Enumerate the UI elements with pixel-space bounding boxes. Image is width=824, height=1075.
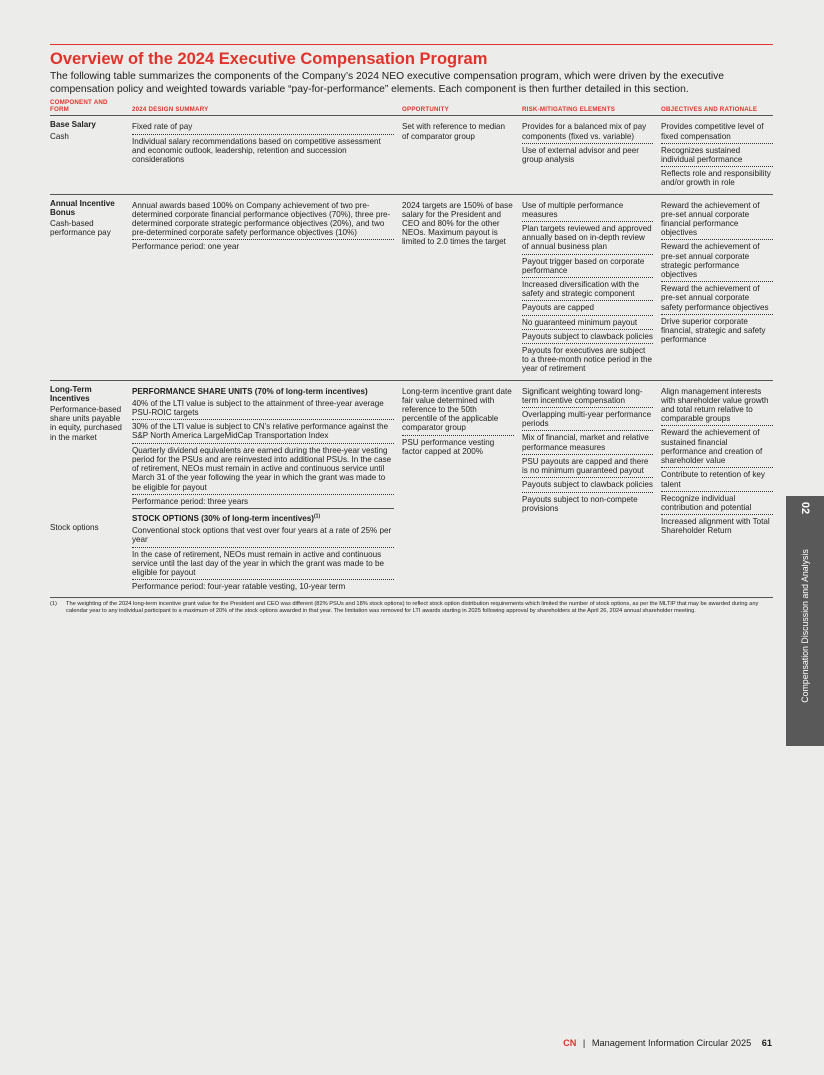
- list-item: Reward the achievement of sustained financial performance and creation of shareholder value: [661, 426, 773, 468]
- list-item: Increased alignment with Total Shareholder Return: [661, 517, 770, 536]
- list-item: Recognizes sustained individual performance: [661, 144, 773, 167]
- component-form: Cash-based performance pay: [50, 219, 111, 238]
- list-item: Reward the achievement of pre-set annual corporate financial performance objectives: [661, 199, 773, 241]
- page-title: Overview of the 2024 Executive Compensation Program: [50, 50, 488, 68]
- aib-opportunity: [402, 195, 522, 381]
- base-salary-opportunity: [402, 116, 522, 194]
- list-item: 2024 targets are 150% of base salary for the President and CEO and 80% for the other NEOs. Maximum payout is limited to 2.0 times the target: [402, 200, 513, 247]
- base-salary-objectives: [661, 116, 773, 194]
- aib-component: [50, 195, 132, 381]
- list-item: No guaranteed minimum payout: [522, 316, 653, 330]
- section-label: Compensation Discussion and Analysis: [800, 549, 810, 703]
- top-rule: [50, 44, 773, 45]
- list-item: Quarterly dividend equivalents are earned during the three-year vesting period for the PSUs and are reinvested into additional PSUs. In the case of retirement, NEOs must remain in active and continuous service until March 31 of the year following the year in which the grant was made to be eligible for payout: [132, 444, 394, 495]
- document-body: [50, 44, 773, 615]
- base-salary-risk: [522, 116, 661, 194]
- list-item: Performance period: three years: [132, 495, 394, 509]
- list-item: Set with reference to median of comparator group: [402, 122, 506, 141]
- stock-options-label: Stock options: [50, 522, 99, 532]
- base-salary-design: [132, 116, 402, 194]
- footnote-marker: (1): [314, 513, 321, 520]
- list-item: Reflects role and responsibility and/or growth in role: [661, 169, 771, 188]
- footnote-number: (1): [50, 601, 57, 608]
- footnote-text: The weighting of the 2024 long-term incentive grant value for the President and CEO was different (82% PSUs and 18% stock options) to reflect stock option distribution requirements which limited the number of stock options, as per the MLTIP that may be awarded during any calendar year to any individual participant to a maximum of 20% of the stock options awarded in that year. The limitation was removed for LTI awards starting in 2025 following approval by shareholders at the April 26, 2024 annual shareholder meeting.: [66, 601, 759, 615]
- header-design: 2024 DESIGN SUMMARY: [132, 99, 402, 116]
- lti-component: [50, 381, 132, 599]
- list-item: Performance period: one year: [132, 242, 240, 252]
- list-item: 30% of the LTI value is subject to CN’s relative performance against the S&P North America LargeMidCap Transportation Index: [132, 420, 394, 443]
- list-item: Payouts are capped: [522, 301, 653, 315]
- header-opportunity: OPPORTUNITY: [402, 99, 522, 116]
- list-item: Long-term incentive grant date fair value determined with reference to the 50th percentile of the applicable comparator group: [402, 385, 514, 436]
- list-item: Annual awards based 100% on Company achievement of two pre-determined corporate financial performance objectives (70%), three pre-determined corporate strategic performance objectives (20%), and two pre-determined corporate safety performance objectives (10%): [132, 199, 394, 241]
- list-item: 40% of the LTI value is subject to the attainment of three-year average PSU-ROIC targets: [132, 397, 394, 420]
- list-item: Use of external advisor and peer group analysis: [522, 145, 639, 165]
- so-heading-row: [132, 509, 394, 524]
- component-name: Base Salary: [50, 120, 96, 130]
- list-item: Payouts for executives are subject to a three-month notice period in the year of retirement: [522, 346, 653, 374]
- aib-design: [132, 195, 402, 381]
- section-side-tab: [786, 496, 824, 746]
- list-item: Drive superior corporate financial, strategic and safety performance: [661, 316, 766, 345]
- list-item: Significant weighting toward long-term incentive compensation: [522, 385, 653, 408]
- list-item: Plan targets reviewed and approved annually based on in-depth review of annual business plan: [522, 222, 653, 255]
- psu-heading: PERFORMANCE SHARE UNITS (70% of long-term incentives): [132, 386, 368, 396]
- aib-objectives: [661, 195, 773, 381]
- list-item: Overlapping multi-year performance periods: [522, 408, 653, 431]
- list-item: Individual salary recommendations based on competitive assessment and economic outlook, leadership, retention and succession considerations: [132, 136, 381, 165]
- footnote: [50, 601, 773, 615]
- aib-risk: [522, 195, 661, 381]
- list-item: PSU performance vesting factor capped at 200%: [402, 437, 495, 456]
- list-item: Recognize individual contribution and potential: [661, 492, 773, 515]
- lti-design: [132, 381, 402, 599]
- intro-paragraph: The following table summarizes the components of the Company’s 2024 NEO executive compensation program, which were driven by the executive compensation policy and weighted towards variable “pay-for-performance” elements. Each component is then further detailed in this section.: [50, 71, 725, 95]
- list-item: Fixed rate of pay: [132, 120, 394, 134]
- header-component: COMPONENT AND FORM: [50, 99, 132, 116]
- list-item: Provides for a balanced mix of pay components (fixed vs. variable): [522, 120, 653, 143]
- list-item: Align management interests with shareholder value growth and total return relative to comparable groups: [661, 385, 773, 427]
- component-name: Annual Incentive Bonus: [50, 198, 115, 217]
- list-item: Payouts subject to clawback policies: [522, 330, 653, 344]
- header-risk: RISK-MITIGATING ELEMENTS: [522, 99, 661, 116]
- list-item: Contribute to retention of key talent: [661, 468, 773, 491]
- component-name: Long-Term Incentives: [50, 384, 92, 403]
- footer-separator: |: [582, 1038, 586, 1048]
- header-objectives: OBJECTIVES AND RATIONALE: [661, 99, 773, 116]
- page-number: 61: [761, 1038, 772, 1048]
- so-heading: STOCK OPTIONS (30% of long-term incentives): [132, 513, 314, 523]
- lti-opportunity: [402, 381, 522, 599]
- list-item: Use of multiple performance measures: [522, 199, 653, 222]
- list-item: Performance period: four-year ratable vesting, 10-year term: [132, 582, 346, 592]
- lti-risk: [522, 381, 661, 599]
- component-form: Performance-based share units payable in equity, purchased in the market: [50, 405, 122, 442]
- list-item: PSU payouts are capped and there is no minimum guaranteed payout: [522, 455, 653, 478]
- list-item: Reward the achievement of pre-set annual corporate strategic performance objectives: [661, 240, 773, 282]
- list-item: Payouts subject to clawback policies: [522, 478, 653, 492]
- base-salary-component: [50, 116, 132, 194]
- list-item: Conventional stock options that vest over four years at a rate of 25% per year: [132, 524, 394, 547]
- lti-objectives: [661, 381, 773, 599]
- compensation-table: [50, 99, 773, 598]
- list-item: Mix of financial, market and relative performance measures: [522, 431, 653, 454]
- page-footer: [563, 1038, 772, 1048]
- list-item: Payout trigger based on corporate performance: [522, 255, 653, 278]
- component-form: Cash: [50, 131, 69, 141]
- document-name: Management Information Circular 2025: [591, 1038, 752, 1048]
- list-item: Payouts subject to non-compete provisions: [522, 494, 638, 513]
- list-item: Reward the achievement of pre-set annual corporate safety performance objectives: [661, 282, 773, 315]
- list-item: Provides competitive level of fixed compensation: [661, 120, 773, 143]
- brand-logo-text: CN: [563, 1038, 577, 1048]
- list-item: In the case of retirement, NEOs must remain in active and continuous service until the last day of the year in which the grant was made to be eligible for payout: [132, 548, 394, 581]
- list-item: Increased diversification with the safety and strategic component: [522, 278, 653, 301]
- section-number: 02: [799, 501, 811, 515]
